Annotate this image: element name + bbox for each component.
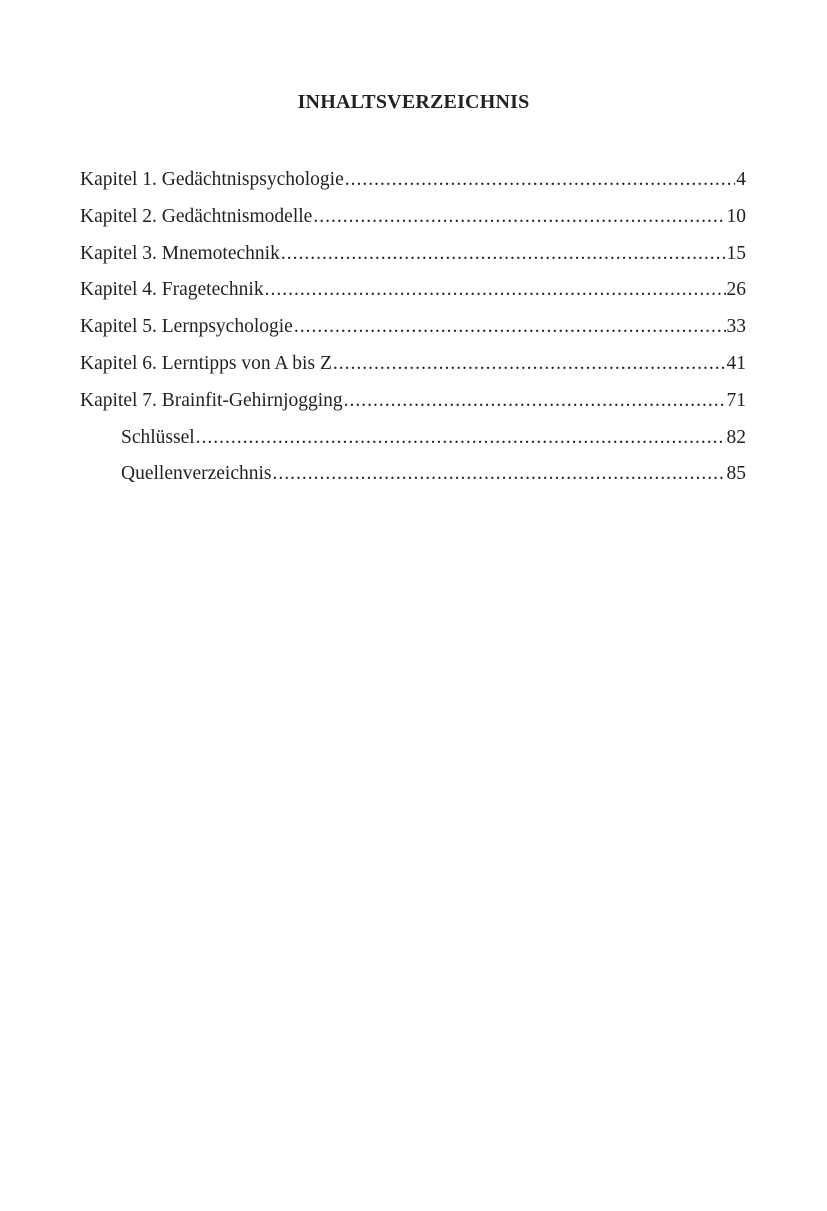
toc-dot-leader	[333, 346, 726, 383]
toc-dot-leader	[265, 272, 726, 309]
toc-entry-page: 4	[736, 169, 746, 190]
toc-entry	[80, 383, 746, 420]
toc-entry-label: Kapitel 7. Brainfit-Gehirnjogging	[80, 389, 343, 411]
toc-dot-leader	[196, 420, 726, 457]
toc-entry-page: 33	[726, 316, 746, 338]
toc-dot-leader	[294, 309, 726, 346]
toc-entry	[80, 309, 746, 346]
table-of-contents	[80, 162, 746, 493]
toc-entry-page: 15	[726, 242, 746, 264]
toc-entry-page: 82	[726, 426, 746, 448]
toc-entry-label: Kapitel 4. Fragetechnik	[80, 279, 264, 301]
page-title: INHALTSVERZEICHNIS	[297, 91, 530, 113]
toc-dot-leader	[344, 383, 726, 420]
toc-entry	[80, 199, 746, 236]
toc-entry-label: Schlüssel	[121, 426, 195, 448]
toc-entry	[80, 346, 746, 383]
toc-entry-label: Kapitel 5. Lernpsychologie	[80, 316, 293, 338]
toc-dot-leader	[313, 199, 725, 236]
toc-entry-label: Kapitel 1. Gedächtnispsychologie	[80, 169, 344, 190]
toc-entry	[80, 236, 746, 273]
toc-entry-label: Quellenverzeichnis	[121, 463, 272, 485]
toc-entry-page: 71	[726, 389, 746, 411]
toc-entry	[80, 456, 746, 493]
toc-entry	[80, 162, 746, 199]
toc-entry-label: Kapitel 3. Mnemotechnik	[80, 242, 280, 264]
toc-entry-page: 10	[726, 205, 746, 227]
toc-entry	[80, 272, 746, 309]
toc-dot-leader	[281, 236, 726, 273]
toc-entry	[80, 420, 746, 457]
toc-dot-leader	[273, 456, 726, 493]
toc-entry-label: Kapitel 2. Gedächtnismodelle	[80, 205, 313, 227]
toc-entry-page: 85	[726, 463, 746, 485]
toc-entry-page: 41	[726, 352, 746, 374]
toc-entry-page: 26	[726, 279, 746, 301]
toc-entry-label: Kapitel 6. Lerntipps von A bis Z	[80, 352, 332, 374]
toc-dot-leader	[345, 162, 736, 199]
